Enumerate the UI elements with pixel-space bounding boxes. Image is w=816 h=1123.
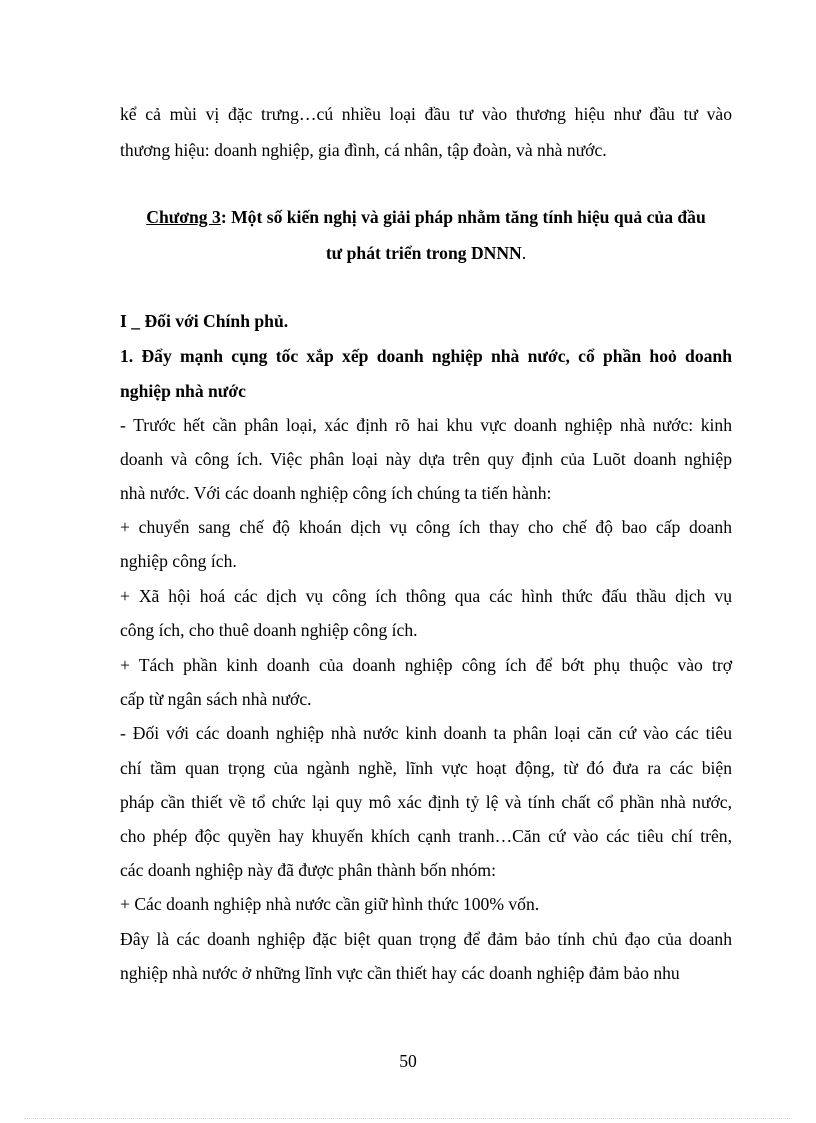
body-line-11: chí tầm quan trọng của ngành nghề, lĩnh vực hoạt động, từ đó đưa ra các biện xyxy=(120,758,732,778)
body-line-12: pháp cần thiết về tổ chức lại quy mô xác định tỷ lệ và tính chất cổ phần nhà nước, xyxy=(120,792,732,812)
body-line-17: nghiệp nhà nước ở những lĩnh vực cần thiết hay các doanh nghiệp đảm bảo nhu xyxy=(120,963,680,983)
body-line-14: các doanh nghiệp này đã được phân thành bốn nhóm: xyxy=(120,860,496,880)
body-line-2: doanh và công ích. Việc phân loại này dựa trên quy định của Luõt doanh nghiệp xyxy=(120,449,732,469)
body-line-3: nhà nước. Với các doanh nghiệp công ích chúng ta tiến hành: xyxy=(120,483,552,503)
body-line-5: nghiệp công ích. xyxy=(120,551,237,571)
body-line-10: - Đối với các doanh nghiệp nhà nước kinh doanh ta phân loại căn cứ vào các tiêu xyxy=(120,723,732,743)
chapter-heading-line-2 xyxy=(120,242,732,264)
chapter-title-end: . xyxy=(521,243,527,263)
subsection-heading-line-1: 1. Đẩy mạnh cụng tốc xắp xếp doanh nghiệp nhà nước, cổ phần hoỏ doanh xyxy=(120,346,732,366)
section-heading: I _ Đối với Chính phủ. xyxy=(120,311,289,331)
body-line-7: công ích, cho thuê doanh nghiệp công ích. xyxy=(120,620,418,640)
body-line-6: + Xã hội hoá các dịch vụ công ích thông qua các hình thức đấu thầu dịch vụ xyxy=(120,586,732,606)
subsection-heading-line-2: nghiệp nhà nước xyxy=(120,381,246,401)
chapter-title-line2: tư phát triển trong DNNN xyxy=(325,243,522,263)
body-line-16: Đây là các doanh nghiệp đặc biệt quan trọng để đảm bảo tính chủ đạo của doanh xyxy=(120,929,732,949)
body-line-9: cấp từ ngân sách nhà nước. xyxy=(120,689,312,709)
intro-line-2: thương hiệu: doanh nghiệp, gia đình, cá nhân, tập đoàn, và nhà nước. xyxy=(120,140,607,160)
body-line-15: + Các doanh nghiệp nhà nước cần giữ hình thức 100% vốn. xyxy=(120,894,540,914)
body-line-4: + chuyển sang chế độ khoán dịch vụ công ích thay cho chế độ bao cấp doanh xyxy=(120,517,732,537)
page-bottom-divider xyxy=(24,1118,792,1119)
chapter-title-rest: : Một số kiến nghị và giải pháp nhằm tăng tính hiệu quả của đầu xyxy=(220,207,706,227)
intro-line-1: kể cả mùi vị đặc trưng…cú nhiều loại đầu tư vào thương hiệu như đầu tư vào xyxy=(120,104,732,124)
body-line-1: - Trước hết cần phân loại, xác định rõ hai khu vực doanh nghiệp nhà nước: kinh xyxy=(120,415,732,435)
chapter-label: Chương 3 xyxy=(146,207,221,227)
body-line-13: cho phép độc quyền hay khuyến khích cạnh tranh…Căn cứ vào các tiêu chí trên, xyxy=(120,826,732,846)
body-line-8: + Tách phần kinh doanh của doanh nghiệp công ích để bớt phụ thuộc vào trợ xyxy=(120,655,732,675)
chapter-heading-line-1 xyxy=(120,206,732,228)
page-number: 50 xyxy=(399,1051,417,1071)
